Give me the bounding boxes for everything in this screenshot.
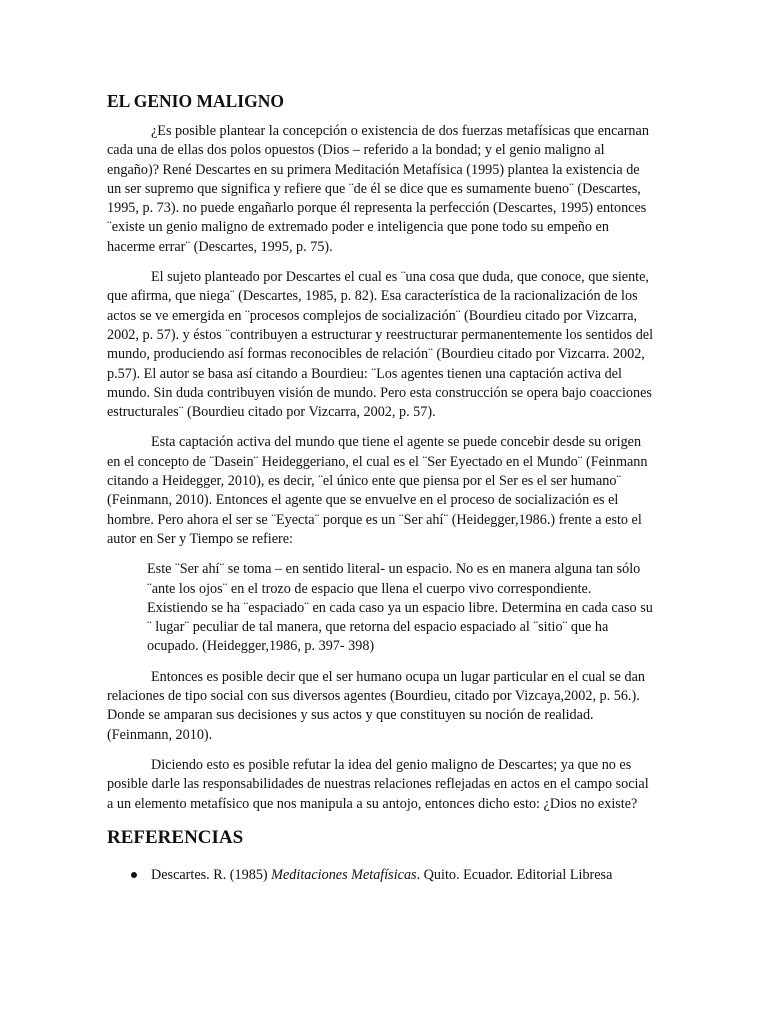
reference-item [107,866,655,885]
references-list [107,866,655,885]
reference-title: Meditaciones Metafísicas [271,866,417,883]
paragraph-2: El sujeto planteado por Descartes el cual es ¨una cosa que duda, que conoce, que siente, que afirma, que niega¨ (Descartes, 1985, p. 82). Esa característica de la racionalización de los actos se ve emergida en ¨procesos complejos de socialización¨ (Bourdieu citado por Vizcarra, 2002, p. 57). y éstos ¨contribuyen a estructurar y reestructurar permanentemente los sentidos del mundo, produciendo así formas reconocibles de relación¨ (Bourdieu citado por Vizcarra. 2002, p.57). El autor se basa así citando a Bourdieu: ¨Los agentes tienen una captación activa del mundo. Sin duda contribuyen visión de mundo. Pero esta construcción se opera bajo coacciones estructurales¨ (Bourdieu citado por Vizcarra, 2002, p. 57). [107,269,654,421]
paragraph-4: Entonces es posible decir que el ser humano ocupa un lugar particular en el cual se dan relaciones de tipo social con sus diversos agentes (Bourdieu, citado por Vizcaya,2002, p. 56.). Donde se amparan sus decisiones y sus actos y que constituyen su noción de realidad. (Feinmann, 2010). [107,668,646,743]
block-quote: Este ¨Ser ahí¨ se toma – en sentido literal- un espacio. No es en manera alguna tan sólo ¨ante los ojos¨ en el trozo de espacio que llena el cuerpo vivo correspondiente. Existiendo se ha ¨espaciado¨ en cada caso ya un espacio libre. Determina en cada caso su ¨ lugar¨ peculiar de tal manera, que retorna del espacio espaciado al ¨sitio¨ que ha ocupado. (Heidegger,1986, p. 397- 398) [147,561,653,655]
document-body [107,90,655,885]
references-heading: REFERENCIAS [107,826,244,848]
paragraph-5: Diciendo esto es posible refutar la idea del genio maligno de Descartes; ya que no es posible darle las responsabilidades de nuestras relaciones reflejadas en actos en el campo social a un elemento metafísico que nos manipula a su antojo, entonces dicho esto: ¿Dios no existe? [107,756,649,812]
paragraph-3: Esta captación activa del mundo que tiene el agente se puede concebir desde su origen en el concepto de ¨Dasein¨ Heideggeriano, el cual es el ¨Ser Eyectado en el Mundo¨ (Feinmann citando a Heidegger, 2010), es decir, ¨el único ente que piensa por el Ser es el ser humano¨ (Feinmann, 2010). Entonces el agente que se envuelve en el proceso de socialización es el hombre. Pero ahora el ser se ¨Eyecta¨ porque es un ¨Ser ahí¨ (Heidegger,1986.) frente a esto el autor en Ser y Tiempo se refiere: [107,434,648,547]
reference-author: Descartes. R. (1985) [151,866,272,883]
document-title: EL GENIO MALIGNO [107,91,284,111]
reference-details: . Quito. Ecuador. Editorial Libresa [416,866,613,883]
bullet-icon [131,872,137,878]
paragraph-1: ¿Es posible plantear la concepción o existencia de dos fuerzas metafísicas que encarnan cada una de ellas dos polos opuestos (Dios – referido a la bondad; y el genio maligno al engaño)? René Descartes en su primera Meditación Metafísica (1995) plantea la existencia de un ser supremo que significa y refiere que ¨de él se dice que es sumamente bueno¨ (Descartes, 1995, p. 73). no puede engañarlo porque él representa la perfección (Descartes, 1995) entonces ¨existe un genio maligno de extremado poder e inteligencia que pone todo su empeño en hacerme errar¨ (Descartes, 1995, p. 75). [107,123,649,255]
